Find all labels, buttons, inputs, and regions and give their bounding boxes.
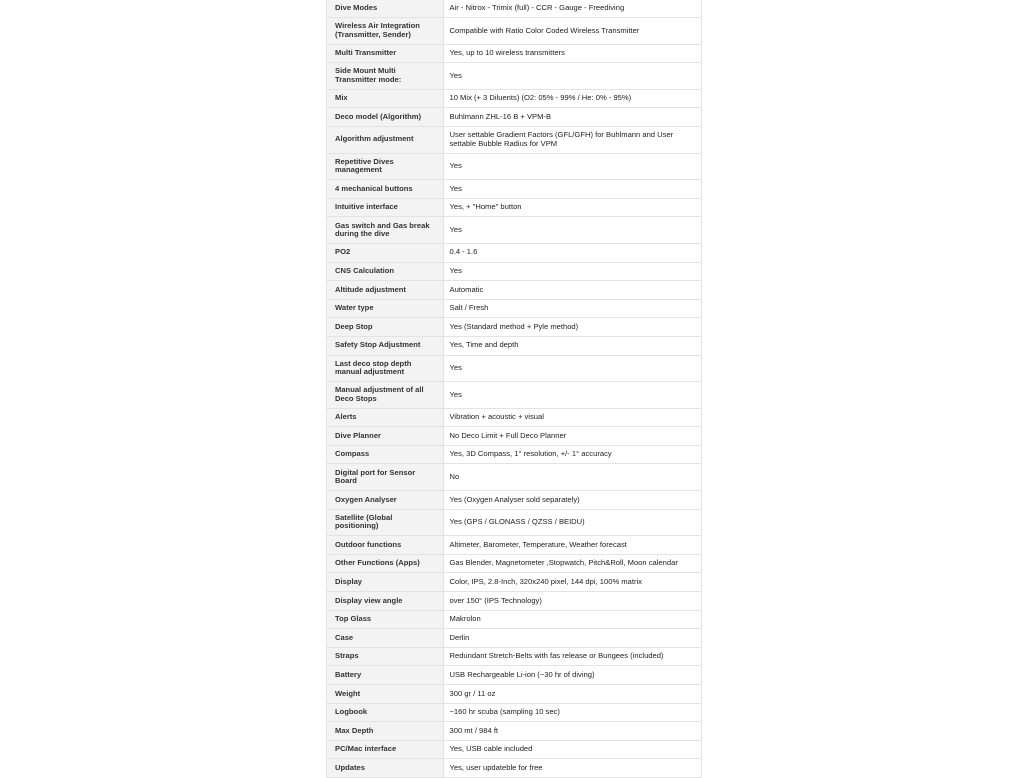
spec-label: Satellite (Global positioning) <box>327 509 443 536</box>
spec-label: Display <box>327 573 443 592</box>
spec-value: Compatible with Ratio Color Coded Wireless Transmitter <box>443 18 701 45</box>
spec-value: Yes (Oxygen Analyser sold separately) <box>443 491 701 510</box>
spec-row-altitude-adjustment <box>327 281 701 300</box>
spec-value: Yes, 3D Compass, 1° resolution, +/- 1° accuracy <box>443 445 701 464</box>
spec-label: Water type <box>327 299 443 318</box>
spec-value: Yes, Time and depth <box>443 336 701 355</box>
spec-value: Vibration + acoustic + visual <box>443 408 701 427</box>
spec-row-display-view-angle <box>327 592 701 611</box>
spec-value: Buhlmann ZHL-16 B + VPM-B <box>443 108 701 127</box>
spec-row-top-glass <box>327 610 701 629</box>
spec-value: Yes <box>443 180 701 199</box>
spec-row-deep-stop <box>327 318 701 337</box>
spec-label: Manual adjustment of all Deco Stops <box>327 382 443 409</box>
spec-row-display <box>327 573 701 592</box>
spec-value: Automatic <box>443 281 701 300</box>
spec-row-max-depth <box>327 722 701 741</box>
spec-value: No Deco Limit + Full Deco Planner <box>443 427 701 446</box>
spec-value: Yes, user updateble for free <box>443 759 701 778</box>
spec-label: Alerts <box>327 408 443 427</box>
spec-value: USB Rechargeable Li-ion (~30 hr of diving) <box>443 666 701 685</box>
spec-value: Yes, up to 10 wireless transmitters <box>443 44 701 63</box>
spec-value: Yes (GPS / GLONASS / QZSS / BEIDU) <box>443 509 701 536</box>
spec-label: Outdoor functions <box>327 536 443 555</box>
spec-row-satellite <box>327 509 701 536</box>
spec-label: Gas switch and Gas break during the dive <box>327 217 443 244</box>
spec-label: Updates <box>327 759 443 778</box>
spec-label: Wireless Air Integration (Transmitter, Sender) <box>327 18 443 45</box>
spec-row-repetitive-dives <box>327 153 701 180</box>
spec-value: Yes <box>443 262 701 281</box>
spec-row-compass <box>327 445 701 464</box>
spec-row-dive-modes <box>327 0 701 18</box>
spec-label: Compass <box>327 445 443 464</box>
spec-label: Multi Transmitter <box>327 44 443 63</box>
spec-value: No <box>443 464 701 491</box>
spec-value: Yes, + "Home" button <box>443 198 701 217</box>
spec-row-logbook <box>327 703 701 722</box>
spec-row-dive-planner <box>327 427 701 446</box>
spec-row-cns-calculation <box>327 262 701 281</box>
spec-row-straps <box>327 647 701 666</box>
spec-row-po2 <box>327 243 701 262</box>
spec-row-manual-deco-stops <box>327 382 701 409</box>
spec-row-battery <box>327 666 701 685</box>
spec-value: Yes <box>443 382 701 409</box>
specifications-table <box>327 0 701 778</box>
spec-label: Logbook <box>327 703 443 722</box>
spec-value: Altimeter, Barometer, Temperature, Weather forecast <box>443 536 701 555</box>
spec-label: Top Glass <box>327 610 443 629</box>
spec-value: Salt / Fresh <box>443 299 701 318</box>
spec-value: Yes <box>443 63 701 90</box>
spec-row-mechanical-buttons <box>327 180 701 199</box>
spec-label: Last deco stop depth manual adjustment <box>327 355 443 382</box>
spec-value: Gas Blender, Magnetometer ,Stopwatch, Pitch&Roll, Moon calendar <box>443 554 701 573</box>
specifications-sheet <box>326 0 702 778</box>
spec-value: ~160 hr scuba (sampling 10 sec) <box>443 703 701 722</box>
spec-row-last-deco-stop <box>327 355 701 382</box>
spec-row-safety-stop <box>327 336 701 355</box>
spec-value: 300 mt / 984 ft <box>443 722 701 741</box>
spec-value: 0.4 - 1.6 <box>443 243 701 262</box>
spec-value: Yes, USB cable included <box>443 740 701 759</box>
spec-row-side-mount <box>327 63 701 90</box>
spec-row-pc-mac-interface <box>327 740 701 759</box>
spec-label: CNS Calculation <box>327 262 443 281</box>
spec-label: Mix <box>327 89 443 108</box>
spec-value: Makrolon <box>443 610 701 629</box>
spec-value: Yes <box>443 217 701 244</box>
spec-label: Display view angle <box>327 592 443 611</box>
spec-row-algorithm-adjustment <box>327 126 701 153</box>
spec-label: Dive Planner <box>327 427 443 446</box>
spec-row-wireless-air-integration <box>327 18 701 45</box>
spec-row-water-type <box>327 299 701 318</box>
spec-value: Redundant Stretch-Belts with fas release or Bungees (included) <box>443 647 701 666</box>
spec-row-case <box>327 629 701 648</box>
spec-row-deco-model <box>327 108 701 127</box>
spec-label: Dive Modes <box>327 0 443 18</box>
spec-label: Deep Stop <box>327 318 443 337</box>
spec-value: 300 gr / 11 oz <box>443 685 701 704</box>
spec-label: Repetitive Dives management <box>327 153 443 180</box>
spec-label: Algorithm adjustment <box>327 126 443 153</box>
spec-label: PO2 <box>327 243 443 262</box>
spec-row-other-functions <box>327 554 701 573</box>
spec-row-gas-switch <box>327 217 701 244</box>
spec-label: Other Functions (Apps) <box>327 554 443 573</box>
spec-label: Battery <box>327 666 443 685</box>
spec-row-outdoor-functions <box>327 536 701 555</box>
spec-value: 10 Mix (+ 3 Diluents) (O2: 05% - 99% / He: 0% - 95%) <box>443 89 701 108</box>
spec-label: Intuitive interface <box>327 198 443 217</box>
spec-label: Straps <box>327 647 443 666</box>
spec-label: Oxygen Analyser <box>327 491 443 510</box>
spec-row-mix <box>327 89 701 108</box>
spec-label: Weight <box>327 685 443 704</box>
spec-row-updates <box>327 759 701 778</box>
spec-label: Digital port for Sensor Board <box>327 464 443 491</box>
spec-label: Safety Stop Adjustment <box>327 336 443 355</box>
spec-label: Side Mount Multi Transmitter mode: <box>327 63 443 90</box>
spec-row-intuitive-interface <box>327 198 701 217</box>
spec-value: Yes <box>443 153 701 180</box>
spec-row-digital-port <box>327 464 701 491</box>
spec-row-alerts <box>327 408 701 427</box>
spec-label: PC/Mac interface <box>327 740 443 759</box>
spec-value: Air - Nitrox - Trimix (full) - CCR - Gauge - Freediving <box>443 0 701 18</box>
spec-value: Yes (Standard method + Pyle method) <box>443 318 701 337</box>
spec-label: Case <box>327 629 443 648</box>
spec-label: 4 mechanical buttons <box>327 180 443 199</box>
spec-value: Derlin <box>443 629 701 648</box>
spec-value: Yes <box>443 355 701 382</box>
spec-value: over 150° (IPS Technology) <box>443 592 701 611</box>
spec-row-weight <box>327 685 701 704</box>
spec-value: User settable Gradient Factors (GFL/GFH) for Buhlmann and User settable Bubble Radius for VPM <box>443 126 701 153</box>
spec-label: Altitude adjustment <box>327 281 443 300</box>
spec-row-oxygen-analyser <box>327 491 701 510</box>
spec-label: Deco model (Algorithm) <box>327 108 443 127</box>
spec-row-multi-transmitter <box>327 44 701 63</box>
spec-label: Max Depth <box>327 722 443 741</box>
spec-value: Color, IPS, 2.8-Inch, 320x240 pixel, 144 dpi, 100% matrix <box>443 573 701 592</box>
